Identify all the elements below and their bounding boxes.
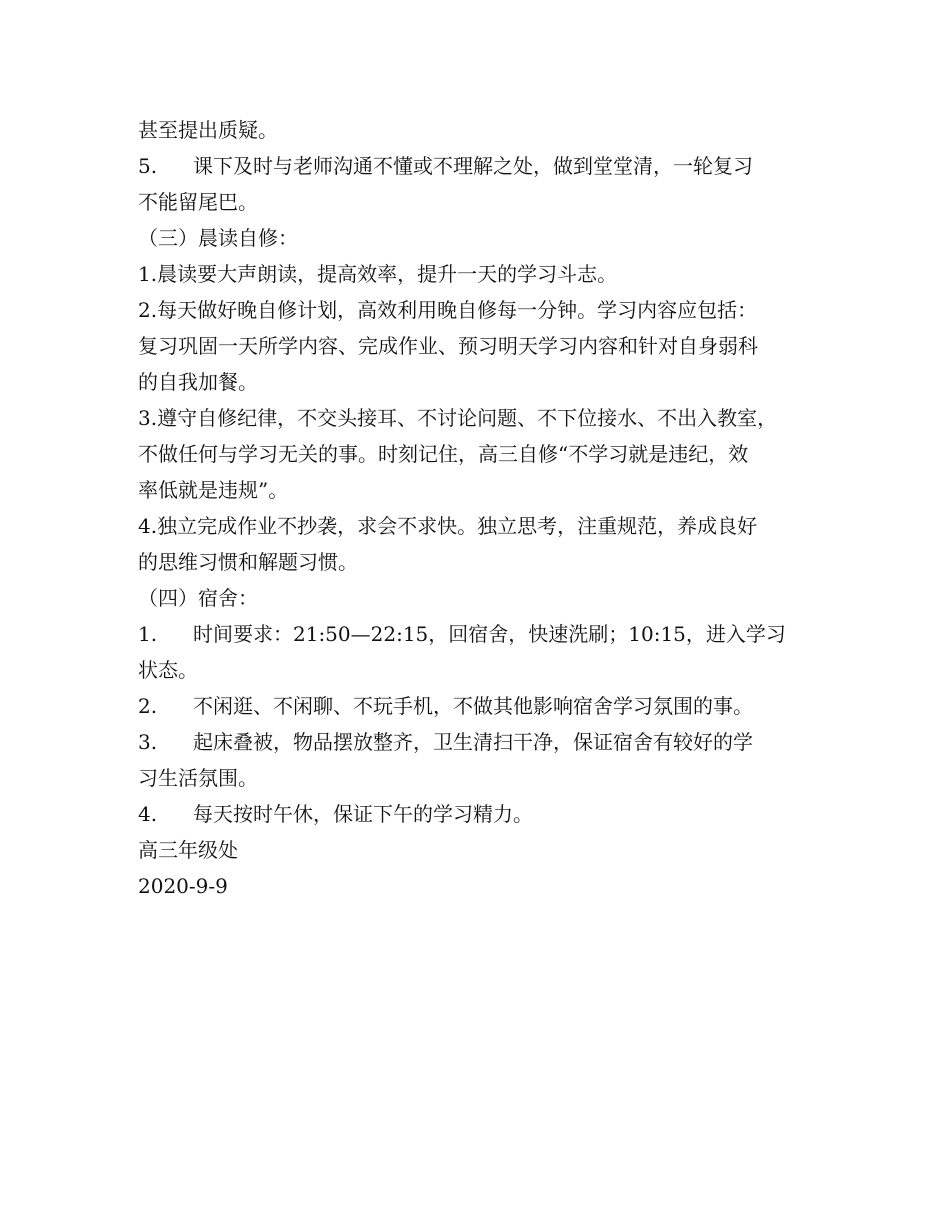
list-number: 3. xyxy=(138,730,158,754)
paragraph-line xyxy=(138,292,828,328)
list-item-line xyxy=(138,796,828,832)
paragraph-line xyxy=(138,760,828,796)
line-text: （三）晨读自修： xyxy=(138,226,298,250)
paragraph-line xyxy=(138,256,828,292)
paragraph-line xyxy=(138,508,828,544)
line-text: 课下及时与老师沟通不懂或不理解之处，做到堂堂清，一轮复习 xyxy=(193,154,753,178)
line-text: 1.晨读要大声朗读，提高效率，提升一天的学习斗志。 xyxy=(138,262,618,286)
paragraph-line xyxy=(138,328,828,364)
list-item-line xyxy=(138,688,828,724)
list-item-line xyxy=(138,724,828,760)
line-text: 率低就是违规”。 xyxy=(138,478,289,502)
line-text: 不能留尾巴。 xyxy=(138,190,258,214)
paragraph-line xyxy=(138,184,828,220)
line-text: 3.遵守自修纪律，不交头接耳、不讨论问题、不下位接水、不出入教室， xyxy=(138,406,778,430)
list-number: 1. xyxy=(138,622,158,646)
line-text: （四）宿舍： xyxy=(138,586,258,610)
section-heading xyxy=(138,580,828,616)
line-text: 复习巩固一天所学内容、完成作业、预习明天学习内容和针对自身弱科 xyxy=(138,334,758,358)
line-text: 每天按时午休，保证下午的学习精力。 xyxy=(193,802,533,826)
paragraph-line xyxy=(138,400,828,436)
signature-date xyxy=(138,868,828,904)
list-item-line xyxy=(138,616,828,652)
line-text: 2.每天做好晚自修计划，高效利用晚自修每一分钟。学习内容应包括： xyxy=(138,298,758,322)
paragraph-line xyxy=(138,472,828,508)
line-text: 高三年级处 xyxy=(138,838,238,862)
paragraph-line xyxy=(138,436,828,472)
paragraph-line xyxy=(138,112,828,148)
line-text: 的自我加餐。 xyxy=(138,370,258,394)
line-text: 起床叠被，物品摆放整齐，卫生清扫干净，保证宿舍有较好的学 xyxy=(193,730,753,754)
list-item-line xyxy=(138,148,828,184)
line-text: 时间要求：21:50—22:15，回宿舍，快速洗刷；10:15，进入学习 xyxy=(193,622,786,646)
list-number: 5. xyxy=(138,154,158,178)
line-text: 习生活氛围。 xyxy=(138,766,258,790)
line-text: 4.独立完成作业不抄袭，求会不求快。独立思考，注重规范，养成良好 xyxy=(138,514,758,538)
document-body xyxy=(138,112,828,904)
line-text: 的思维习惯和解题习惯。 xyxy=(138,550,358,574)
section-heading xyxy=(138,220,828,256)
line-text: 不闲逛、不闲聊、不玩手机，不做其他影响宿舍学习氛围的事。 xyxy=(193,694,753,718)
signature-department xyxy=(138,832,828,868)
paragraph-line xyxy=(138,544,828,580)
line-text: 不做任何与学习无关的事。时刻记住，高三自修“不学习就是违纪，效 xyxy=(138,442,749,466)
list-number: 2. xyxy=(138,694,158,718)
list-number: 4. xyxy=(138,802,158,826)
line-text: 甚至提出质疑。 xyxy=(138,118,278,142)
paragraph-line xyxy=(138,364,828,400)
paragraph-line xyxy=(138,652,828,688)
line-text: 状态。 xyxy=(138,658,198,682)
line-text: 2020-9-9 xyxy=(138,874,228,898)
